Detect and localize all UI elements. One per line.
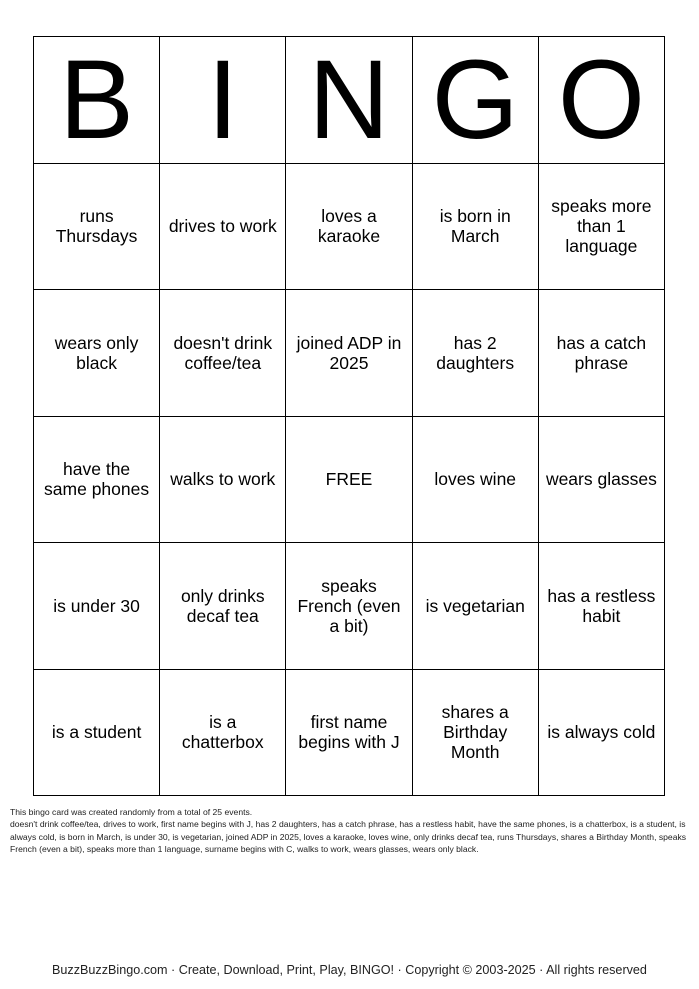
bingo-cell: is a student [34,670,160,797]
page-footer: BuzzBuzzBingo.com · Create, Download, Print, Play, BINGO! · Copyright © 2003-2025 · All rights reserved [52,963,647,977]
bingo-cell: has a restless habit [539,543,665,670]
bingo-cell: has 2 daughters [413,290,539,417]
card-info [10,806,692,855]
card-info-summary: This bingo card was created randomly from a total of 25 events. [10,807,253,817]
bingo-cell: is always cold [539,670,665,797]
header-letter-g: G [413,37,539,164]
header-letter-n: N [286,37,412,164]
bingo-cell: is a chatterbox [160,670,286,797]
bingo-cell: have the same phones [34,417,160,544]
header-letter-o: O [539,37,665,164]
bingo-cell: speaks more than 1 language [539,164,665,291]
free-space-cell: FREE [286,417,412,544]
bingo-cell: drives to work [160,164,286,291]
card-info-events: doesn't drink coffee/tea, drives to work, first name begins with J, has 2 daughters, has a catch phrase, has a restless habit, have the same phones, is a chatterbox, is a student, is always cold, is born in March, is under 30, is vegetarian, joined ADP in 2025, loves a karaoke, loves wine, only drinks decaf tea, runs Thursdays, shares a Birthday Month, speaks French (even a bit), speaks more than 1 language, surname begins with C, walks to work, wears glasses, wears only black. [10,819,687,854]
bingo-cell: is under 30 [34,543,160,670]
bingo-cell: wears only black [34,290,160,417]
bingo-cell: walks to work [160,417,286,544]
bingo-cell: shares a Birthday Month [413,670,539,797]
bingo-cell: wears glasses [539,417,665,544]
bingo-cell: loves a karaoke [286,164,412,291]
bingo-cell: only drinks decaf tea [160,543,286,670]
header-letter-b: B [34,37,160,164]
header-letter-i: I [160,37,286,164]
bingo-cell: first name begins with J [286,670,412,797]
bingo-cell: doesn't drink coffee/tea [160,290,286,417]
bingo-cell: has a catch phrase [539,290,665,417]
bingo-card [33,36,665,796]
bingo-cell: runs Thursdays [34,164,160,291]
bingo-cell: joined ADP in 2025 [286,290,412,417]
bingo-cell: is born in March [413,164,539,291]
bingo-cell: loves wine [413,417,539,544]
bingo-cell: is vegetarian [413,543,539,670]
bingo-cell: speaks French (even a bit) [286,543,412,670]
